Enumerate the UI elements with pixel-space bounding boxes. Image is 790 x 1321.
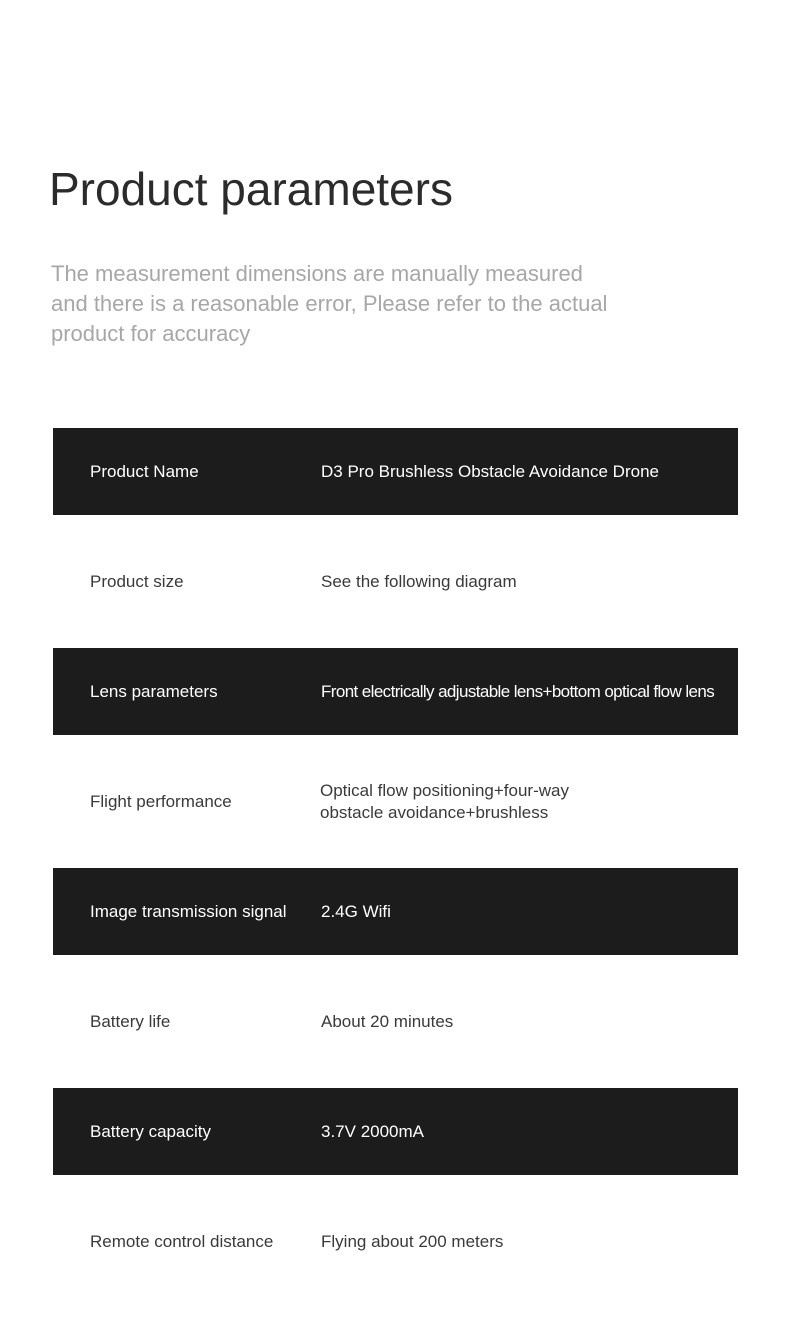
spec-label: Product size (90, 571, 184, 591)
spec-label: Battery life (90, 1011, 171, 1031)
spec-table (53, 428, 738, 1308)
spec-label: Remote control distance (90, 1231, 274, 1251)
spec-label: Flight performance (90, 791, 232, 811)
measurement-disclaimer (51, 259, 651, 349)
spec-row-remote-distance (53, 1198, 738, 1285)
spec-row-product-size (53, 538, 738, 625)
spec-value-line: obstacle avoidance+brushless (320, 802, 549, 822)
page-title: Product parameters (49, 163, 453, 215)
spec-label: Battery capacity (90, 1121, 211, 1141)
spec-row-lens-parameters (53, 648, 738, 735)
spec-row-battery-capacity (53, 1088, 738, 1175)
spec-value: Front electrically adjustable lens+bottom optical flow lens (321, 681, 715, 701)
spec-value: See the following diagram (321, 571, 517, 591)
disclaimer-line: The measurement dimensions are manually measured (51, 261, 583, 286)
spec-value (320, 758, 732, 845)
spec-row-battery-life (53, 978, 738, 1065)
spec-value: Flying about 200 meters (321, 1231, 504, 1251)
spec-label: Image transmission signal (90, 901, 287, 921)
spec-label: Lens parameters (90, 681, 218, 701)
spec-row-image-transmission (53, 868, 738, 955)
spec-value: 2.4G Wifi (321, 901, 391, 921)
spec-row-product-name (53, 428, 738, 515)
spec-value: 3.7V 2000mA (321, 1121, 425, 1141)
spec-value: About 20 minutes (321, 1011, 454, 1031)
spec-row-flight-performance (53, 758, 738, 845)
spec-value: D3 Pro Brushless Obstacle Avoidance Drone (321, 461, 659, 481)
spec-label: Product Name (90, 461, 199, 481)
disclaimer-line: product for accuracy (51, 321, 251, 346)
spec-value-line: Optical flow positioning+four-way (320, 780, 569, 800)
disclaimer-line: and there is a reasonable error, Please refer to the actual (51, 291, 608, 316)
